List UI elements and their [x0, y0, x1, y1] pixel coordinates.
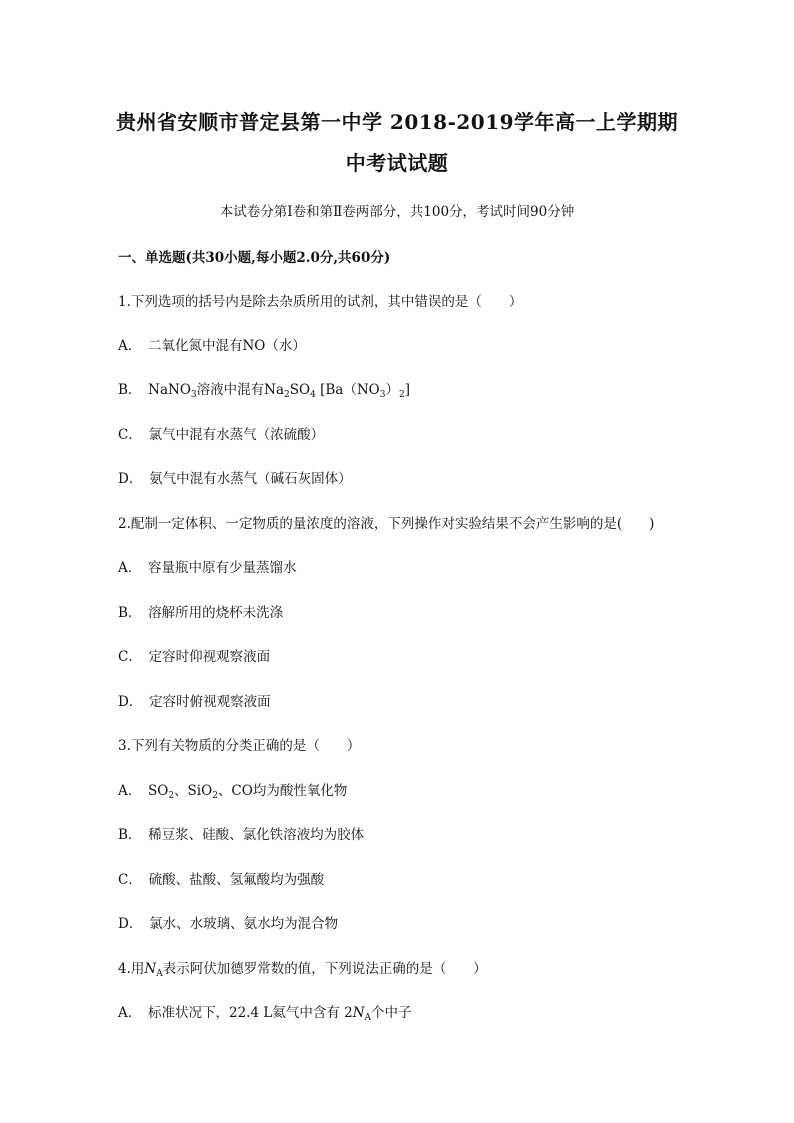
question-2-option-d: D． 定容时俯视观察液面	[118, 694, 271, 710]
exam-title-line2: 中考试试题	[345, 151, 449, 175]
question-1-option-c: C． 氯气中混有水蒸气（浓硫酸）	[118, 427, 325, 443]
question-4-stem: 4.用$N_A$表示阿伏加德罗常数的值，下列说法正确的是（ ）	[118, 961, 487, 979]
question-2-stem: 2.配制一定体积、一定物质的量浓度的溶液，下列操作对实验结果不会产生影响的是( )	[118, 516, 655, 532]
question-3-option-a: A． $SO_2$、SiO$_2$、CO均为酸性氧化物	[118, 783, 348, 801]
question-2-option-c: C． 定容时仰视观察液面	[118, 649, 271, 665]
question-1-option-d: D． 氨气中混有水蒸气（碱石灰固体）	[118, 471, 352, 487]
question-3-stem: 3.下列有关物质的分类正确的是（ ）	[118, 738, 361, 754]
section-heading: 一、单选题(共30小题,每小题2.0分,共60分)	[118, 250, 391, 266]
question-1-option-b: B． NaNO$_3$溶液中混有$Na_2SO_4$ $[Ba(NO_3)_2]$	[118, 382, 410, 400]
question-2-option-a: A． 容量瓶中原有少量蒸馏水	[118, 560, 297, 576]
question-1-option-a: A． 二氧化氮中混有NO（水）	[118, 338, 306, 354]
question-3-option-b: B． 稀豆浆、硅酸、氯化铁溶液均为胶体	[118, 827, 365, 843]
exam-title-line1: 贵州省安顺市普定县第一中学 2018-2019学年高一上学期期	[115, 110, 679, 134]
exam-instructions: 本试卷分第Ⅰ卷和第Ⅱ卷两部分，共100分，考试时间90分钟	[219, 204, 575, 220]
question-4-option-a: A． 标准状况下，22.4 L氦气中含有 $2N_A$个中子	[118, 1005, 412, 1023]
question-2-option-b: B． 溶解所用的烧杯未洗涤	[118, 605, 284, 621]
question-1-stem: 1.下列选项的括号内是除去杂质所用的试剂，其中错误的是（ ）	[118, 294, 523, 310]
question-3-option-d: D． 氯水、水玻璃、氨水均为混合物	[118, 916, 339, 932]
question-3-option-c: C． 硫酸、盐酸、氢氟酸均为强酸	[118, 872, 325, 888]
